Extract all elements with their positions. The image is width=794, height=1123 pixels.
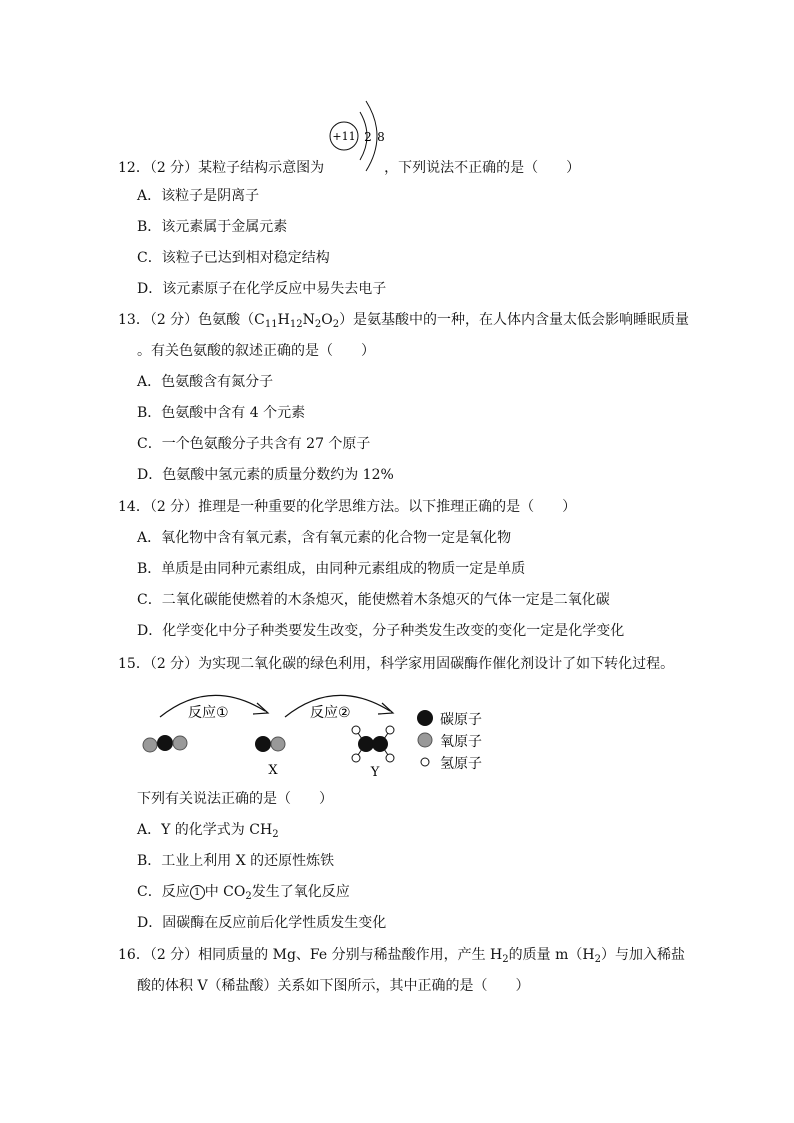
q14-option-a: A．氧化物中含有氧元素，含有氧元素的化合物一定是氧化物 xyxy=(137,530,512,546)
reaction-1-label: 反应① xyxy=(188,705,229,721)
q14-option-b: B．单质是由同种元素组成，由同种元素组成的物质一定是单质 xyxy=(137,561,526,577)
x-oxygen-atom xyxy=(271,737,285,751)
x-label: X xyxy=(268,763,278,778)
reaction-diagram xyxy=(140,683,500,783)
co2-oxygen-atom xyxy=(173,736,187,750)
y-carbon-atom xyxy=(372,736,388,752)
q14-option-c: C．二氧化碳能使燃着的木条熄灭，能使燃着木条熄灭的气体一定是二氧化碳 xyxy=(137,592,610,608)
question-16-stem: 16．（2 分）相同质量的 Mg、Fe 分别与稀盐酸作用，产生 $H_2$的质量 $m(H_2)$与加入稀盐 xyxy=(118,947,685,965)
question-13-stem-line2: 。有关色氨酸的叙述正确的是（ ） xyxy=(137,343,375,359)
co2-oxygen-atom xyxy=(143,738,157,752)
q12-option-c: C．该粒子已达到相对稳定结构 xyxy=(137,250,330,266)
shell-electrons-1: 2 xyxy=(364,130,372,144)
question-12-stem: 12．（2 分）某粒子结构示意图为 ，下列说法不正确的是（ ） xyxy=(118,160,581,176)
x-carbon-atom xyxy=(255,736,271,752)
circled-number: 1 xyxy=(190,885,205,900)
shell-electrons-2: 8 xyxy=(377,130,385,144)
question-15-stem: 15．（2 分）为实现二氧化碳的绿色利用，科学家用固碳酶作催化剂设计了如下转化过程。 xyxy=(118,656,675,672)
q15-option-d: D．固碳酶在反应前后化学性质发生变化 xyxy=(137,915,387,931)
q15-option-a: A．Y 的化学式为 $CH_2$ xyxy=(137,822,279,840)
legend-oxygen-label: 氧原子 xyxy=(440,734,482,750)
q15-option-c: C．反应 1 中 $CO_2$发生了氧化反应 xyxy=(137,884,350,902)
q15-option-b: B．工业上利用 X 的还原性炼铁 xyxy=(137,853,335,869)
question-13-stem: 13．（2 分）色氨酸$(C_{11}H_{12}N_2O_2)$是氨基酸中的一种，在人体内含量太低会影响睡眠质量 xyxy=(118,312,690,330)
q14-option-d: D．化学变化中分子种类要发生改变，分子种类发生改变的变化一定是化学变化 xyxy=(137,623,625,639)
nucleus-charge: +11 xyxy=(332,130,356,143)
q13-option-c: C．一个色氨酸分子共含有 27 个原子 xyxy=(137,436,371,452)
q12-option-b: B．该元素属于金属元素 xyxy=(137,219,288,235)
reaction-2-label: 反应② xyxy=(310,705,351,721)
question-14-stem: 14．（2 分）推理是一种重要的化学思维方法。以下推理正确的是（ ） xyxy=(118,499,577,515)
y-label: Y xyxy=(370,765,380,780)
legend-hydrogen-label: 氢原子 xyxy=(440,756,482,772)
legend-oxygen-swatch xyxy=(418,733,432,747)
co2-carbon-atom xyxy=(157,735,173,751)
q12-option-d: D．该元素原子在化学反应中易失去电子 xyxy=(137,281,387,297)
q13-option-b: B．色氨酸中含有 4 个元素 xyxy=(137,405,306,421)
q13-option-a: A．色氨酸含有氮分子 xyxy=(137,374,274,390)
y-carbon-atom xyxy=(358,736,374,752)
legend-hydrogen-swatch xyxy=(421,758,429,766)
y-hydrogen-atom xyxy=(352,754,360,762)
q13-option-d: D．色氨酸中氢元素的质量分数约为 12% xyxy=(137,467,394,483)
question-15-prompt: 下列有关说法正确的是（ ） xyxy=(137,791,333,807)
y-hydrogen-atom xyxy=(386,754,394,762)
legend-carbon-label: 碳原子 xyxy=(440,712,482,728)
legend-carbon-swatch xyxy=(417,710,433,726)
y-hydrogen-atom xyxy=(352,726,360,734)
y-hydrogen-atom xyxy=(386,726,394,734)
question-16-stem-line2: 酸的体积 V（稀盐酸）关系如下图所示，其中正确的是（ ） xyxy=(137,978,530,994)
q12-option-a: A．该粒子是阴离子 xyxy=(137,188,260,204)
